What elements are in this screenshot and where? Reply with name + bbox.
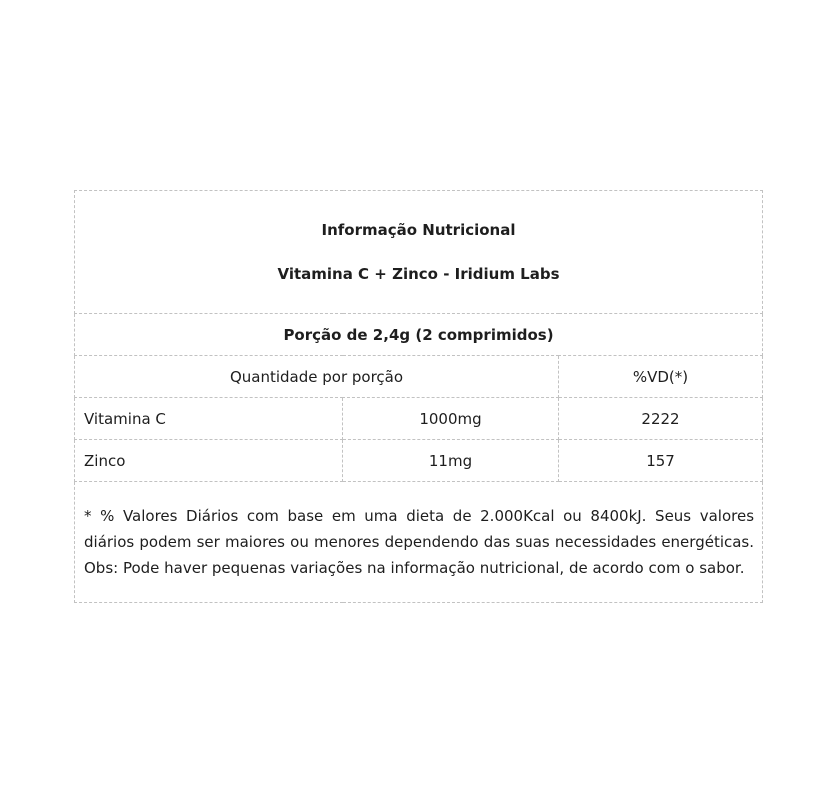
table-row <box>75 440 763 482</box>
footnote: * % Valores Diários com base em uma dieta de 2.000Kcal ou 8400kJ. Seus valores diários podem ser maiores ou menores dependendo das suas necessidades energéticas. Obs: Pode haver pequenas variações na informação nutricional, de acordo com o sabor. <box>75 482 763 603</box>
footnote-row <box>75 482 763 603</box>
portion-row <box>75 314 763 356</box>
nutrition-facts-table <box>74 190 763 603</box>
product-name: Vitamina C + Zinco - Iridium Labs <box>277 265 560 283</box>
nutrient-vd: 157 <box>559 440 763 482</box>
quantity-header: Quantidade por porção <box>75 356 559 398</box>
table-title: Informação Nutricional <box>321 221 516 239</box>
vd-header: %VD(*) <box>559 356 763 398</box>
title-row <box>75 191 763 314</box>
portion-size: Porção de 2,4g (2 comprimidos) <box>75 314 763 356</box>
nutrient-amount: 1000mg <box>343 398 559 440</box>
nutrient-name: Vitamina C <box>75 398 343 440</box>
nutrient-name: Zinco <box>75 440 343 482</box>
nutrient-vd: 2222 <box>559 398 763 440</box>
header-row <box>75 356 763 398</box>
table-row <box>75 398 763 440</box>
title-cell <box>75 191 763 314</box>
nutrient-amount: 11mg <box>343 440 559 482</box>
